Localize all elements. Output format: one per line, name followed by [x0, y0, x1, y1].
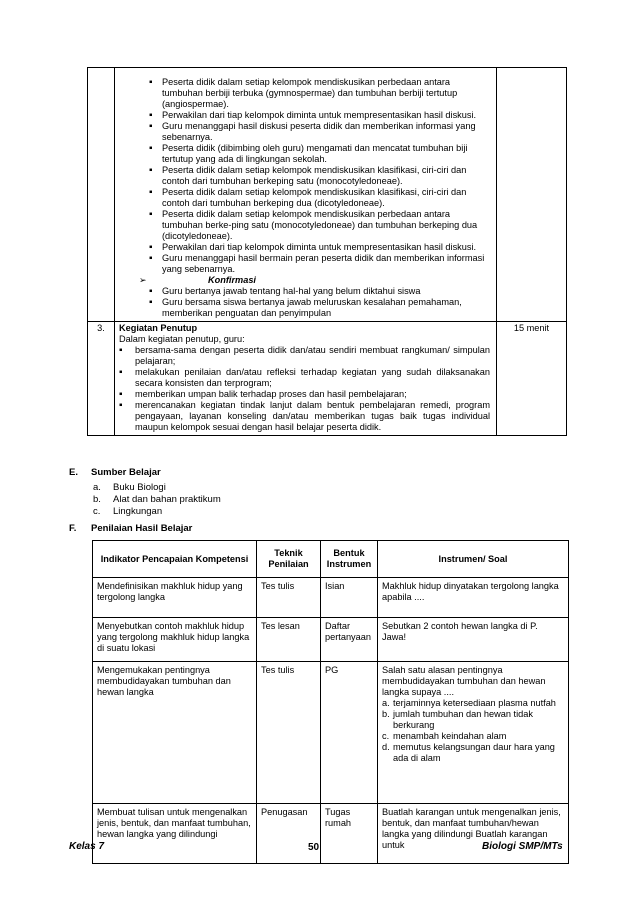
indikator-cell: Mengemukakan pentingnya membudidayakan tumbuhan dan hewan langka [93, 662, 257, 804]
indikator-cell: Membuat tulisan untuk mengenalkan jenis, bentuk, dan manfaat tumbuhan, hewan langka yang dilindungi [93, 804, 257, 864]
option-text: jumlah tumbuhan dan hewan tidak berkurang [393, 709, 533, 730]
list-item: ▪ Perwakilan dari tiap kelompok diminta untuk mempresentasikan hasil diskusi. [148, 242, 492, 253]
activity-cell [115, 322, 497, 436]
number-cell [88, 68, 115, 322]
column-header: Indikator Pencapaian Kompetensi [93, 541, 257, 578]
page-number: 50 [308, 842, 320, 853]
bentuk-cell: Tugas rumah [321, 804, 378, 864]
activity-table [87, 67, 567, 436]
arrow-bullet-icon: ➢ [139, 275, 147, 285]
list-letter: c. [93, 505, 101, 517]
teknik-cell: Tes tulis [257, 578, 321, 618]
table-header-row [93, 541, 569, 578]
number-cell: 3. [88, 322, 115, 436]
list-text: Lingkungan [113, 505, 163, 517]
option-text: menambah keindahan alam [393, 731, 507, 741]
table-row [93, 804, 569, 864]
section-letter: E. [69, 467, 78, 478]
option-text: memutus kelangsungan daur hara yang ada di alam [393, 742, 555, 763]
list-item: ▪ bersama-sama dengan peserta didik dan/atau sendiri membuat rangkuman/ simpulan pelajaran; [119, 345, 490, 367]
activity-list [148, 77, 492, 275]
teknik-cell: Tes lesan [257, 618, 321, 662]
answer-option [382, 731, 564, 742]
option-letter: a. [382, 698, 390, 708]
option-letter: b. [382, 709, 390, 719]
column-header: Instrumen/ Soal [378, 541, 569, 578]
table-row [93, 618, 569, 662]
list-item: ▪ Peserta didik dalam setiap kelompok mendiskusikan klasifikasi, ciri-ciri dan contoh dari tumbuhan berkeping dua (dicotyledoneae). [148, 187, 492, 209]
answer-option [382, 709, 564, 731]
soal-cell: Buatlah karangan untuk mengenalkan jenis, bentuk, dan manfaat tumbuhan/hewan langka yang dilindungi Buatlah karangan untuk [378, 804, 569, 864]
teknik-cell: Penugasan [257, 804, 321, 864]
list-item: ▪ Peserta didik dalam setiap kelompok mendiskusikan perbedaan antara tumbuhan berke-ping satu (monocotyledoneae) dan tumbuhan berkeping dua (dicotyledoneae). [148, 209, 492, 242]
list-letter: a. [93, 482, 101, 493]
section-e-heading [69, 467, 161, 478]
list-item: ▪ Peserta didik (dibimbing oleh guru) mengamati dan mencatat tumbuhan biji tertutup yang ada di lingkungan sekolah. [148, 143, 492, 165]
penutup-list [119, 345, 490, 433]
list-letter: b. [93, 493, 101, 505]
indikator-cell: Mendefinisikan makhluk hidup yang tergolong langka [93, 578, 257, 618]
teknik-cell: Tes tulis [257, 662, 321, 804]
section-f-heading [69, 523, 192, 534]
table-row [88, 68, 567, 322]
penutup-intro: Dalam kegiatan penutup, guru: [119, 334, 245, 344]
indikator-cell: Menyebutkan contoh makhluk hidup yang tergolong makhluk hidup langka di suatu lokasi [93, 618, 257, 662]
list-item: ▪ Guru menanggapi hasil bermain peran peserta didik dan memberikan informasi yang sebenarnya. [148, 253, 492, 275]
soal-cell [378, 662, 569, 804]
column-header: Bentuk Instrumen [321, 541, 378, 578]
list-item [93, 506, 221, 518]
list-item [93, 482, 221, 494]
section-letter: F. [69, 523, 77, 534]
footer-class-label: Kelas 7 [69, 841, 105, 852]
list-item: ▪ merencanakan kegiatan tindak lanjut dalam bentuk pembelajaran remedi, program pengayaan, layanan konseling dan/atau memberikan tugas baik tugas individual maupun kelompok sesuai dengan hasil belajar peserta didik. [119, 400, 490, 433]
list-item: ▪ Peserta didik dalam setiap kelompok mendiskusikan klasifikasi, ciri-ciri dan contoh dari tumbuhan berkeping satu (monocotyledoneae). [148, 165, 492, 187]
activity-cell [115, 68, 497, 322]
list-item [93, 494, 221, 506]
bentuk-cell: PG [321, 662, 378, 804]
option-letter: c. [382, 731, 390, 741]
time-cell [497, 68, 567, 322]
answer-options [382, 698, 564, 764]
table-row [93, 662, 569, 804]
list-item: ▪ Perwakilan dari tiap kelompok diminta untuk mempresentasikan hasil diskusi. [148, 110, 492, 121]
section-title: Sumber Belajar [91, 467, 161, 478]
table-row [93, 578, 569, 618]
konfirmasi-list [148, 286, 492, 319]
footer-subject-label: Biologi SMP/MTs [482, 841, 563, 852]
list-item: ▪ Peserta didik dalam setiap kelompok mendiskusikan perbedaan antara tumbuhan berbiji terbuka (gymnospermae) dan tumbuhan berbiji tertutup (angiospermae). [148, 77, 492, 110]
sumber-belajar-list [93, 482, 221, 517]
penutup-title: Kegiatan Penutup [119, 323, 198, 333]
answer-option [382, 698, 564, 709]
list-item: ▪ memberikan umpan balik terhadap proses dan hasil pembelajaran; [119, 389, 490, 400]
section-title: Penilaian Hasil Belajar [91, 523, 193, 534]
list-text: Alat dan bahan praktikum [113, 493, 221, 505]
answer-option [382, 742, 564, 764]
konfirmasi-label: Konfirmasi [208, 275, 256, 285]
assessment-table [92, 540, 569, 864]
column-header: Teknik Penilaian [257, 541, 321, 578]
bentuk-cell: Isian [321, 578, 378, 618]
bentuk-cell: Daftar pertanyaan [321, 618, 378, 662]
list-item: ▪ Guru bertanya jawab tentang hal-hal yang belum diktahui siswa [148, 286, 492, 297]
soal-cell: Makhluk hidup dinyatakan tergolong langka apabila .... [378, 578, 569, 618]
konfirmasi-heading [139, 275, 492, 286]
soal-cell: Sebutkan 2 contoh hewan langka di P. Jawa! [378, 618, 569, 662]
list-item: ▪ Guru menanggapi hasil diskusi peserta didik dan memberikan informasi yang sebenarnya. [148, 121, 492, 143]
option-text: terjaminnya ketersediaan plasma nutfah [393, 698, 556, 708]
table-row [88, 322, 567, 436]
list-item: ▪ melakukan penilaian dan/atau refleksi terhadap kegiatan yang sudah dilaksanakan secara konsisten dan terprogram; [119, 367, 490, 389]
question-text: Salah satu alasan pentingnya membudidayakan tumbuhan dan hewan langka supaya .... [382, 665, 546, 697]
list-item: ▪ Guru bersama siswa bertanya jawab meluruskan kesalahan pemahaman, memberikan penguatan dan penyimpulan [148, 297, 492, 319]
list-text: Buku Biologi [113, 482, 166, 493]
time-cell: 15 menit [497, 322, 567, 436]
option-letter: d. [382, 742, 390, 752]
